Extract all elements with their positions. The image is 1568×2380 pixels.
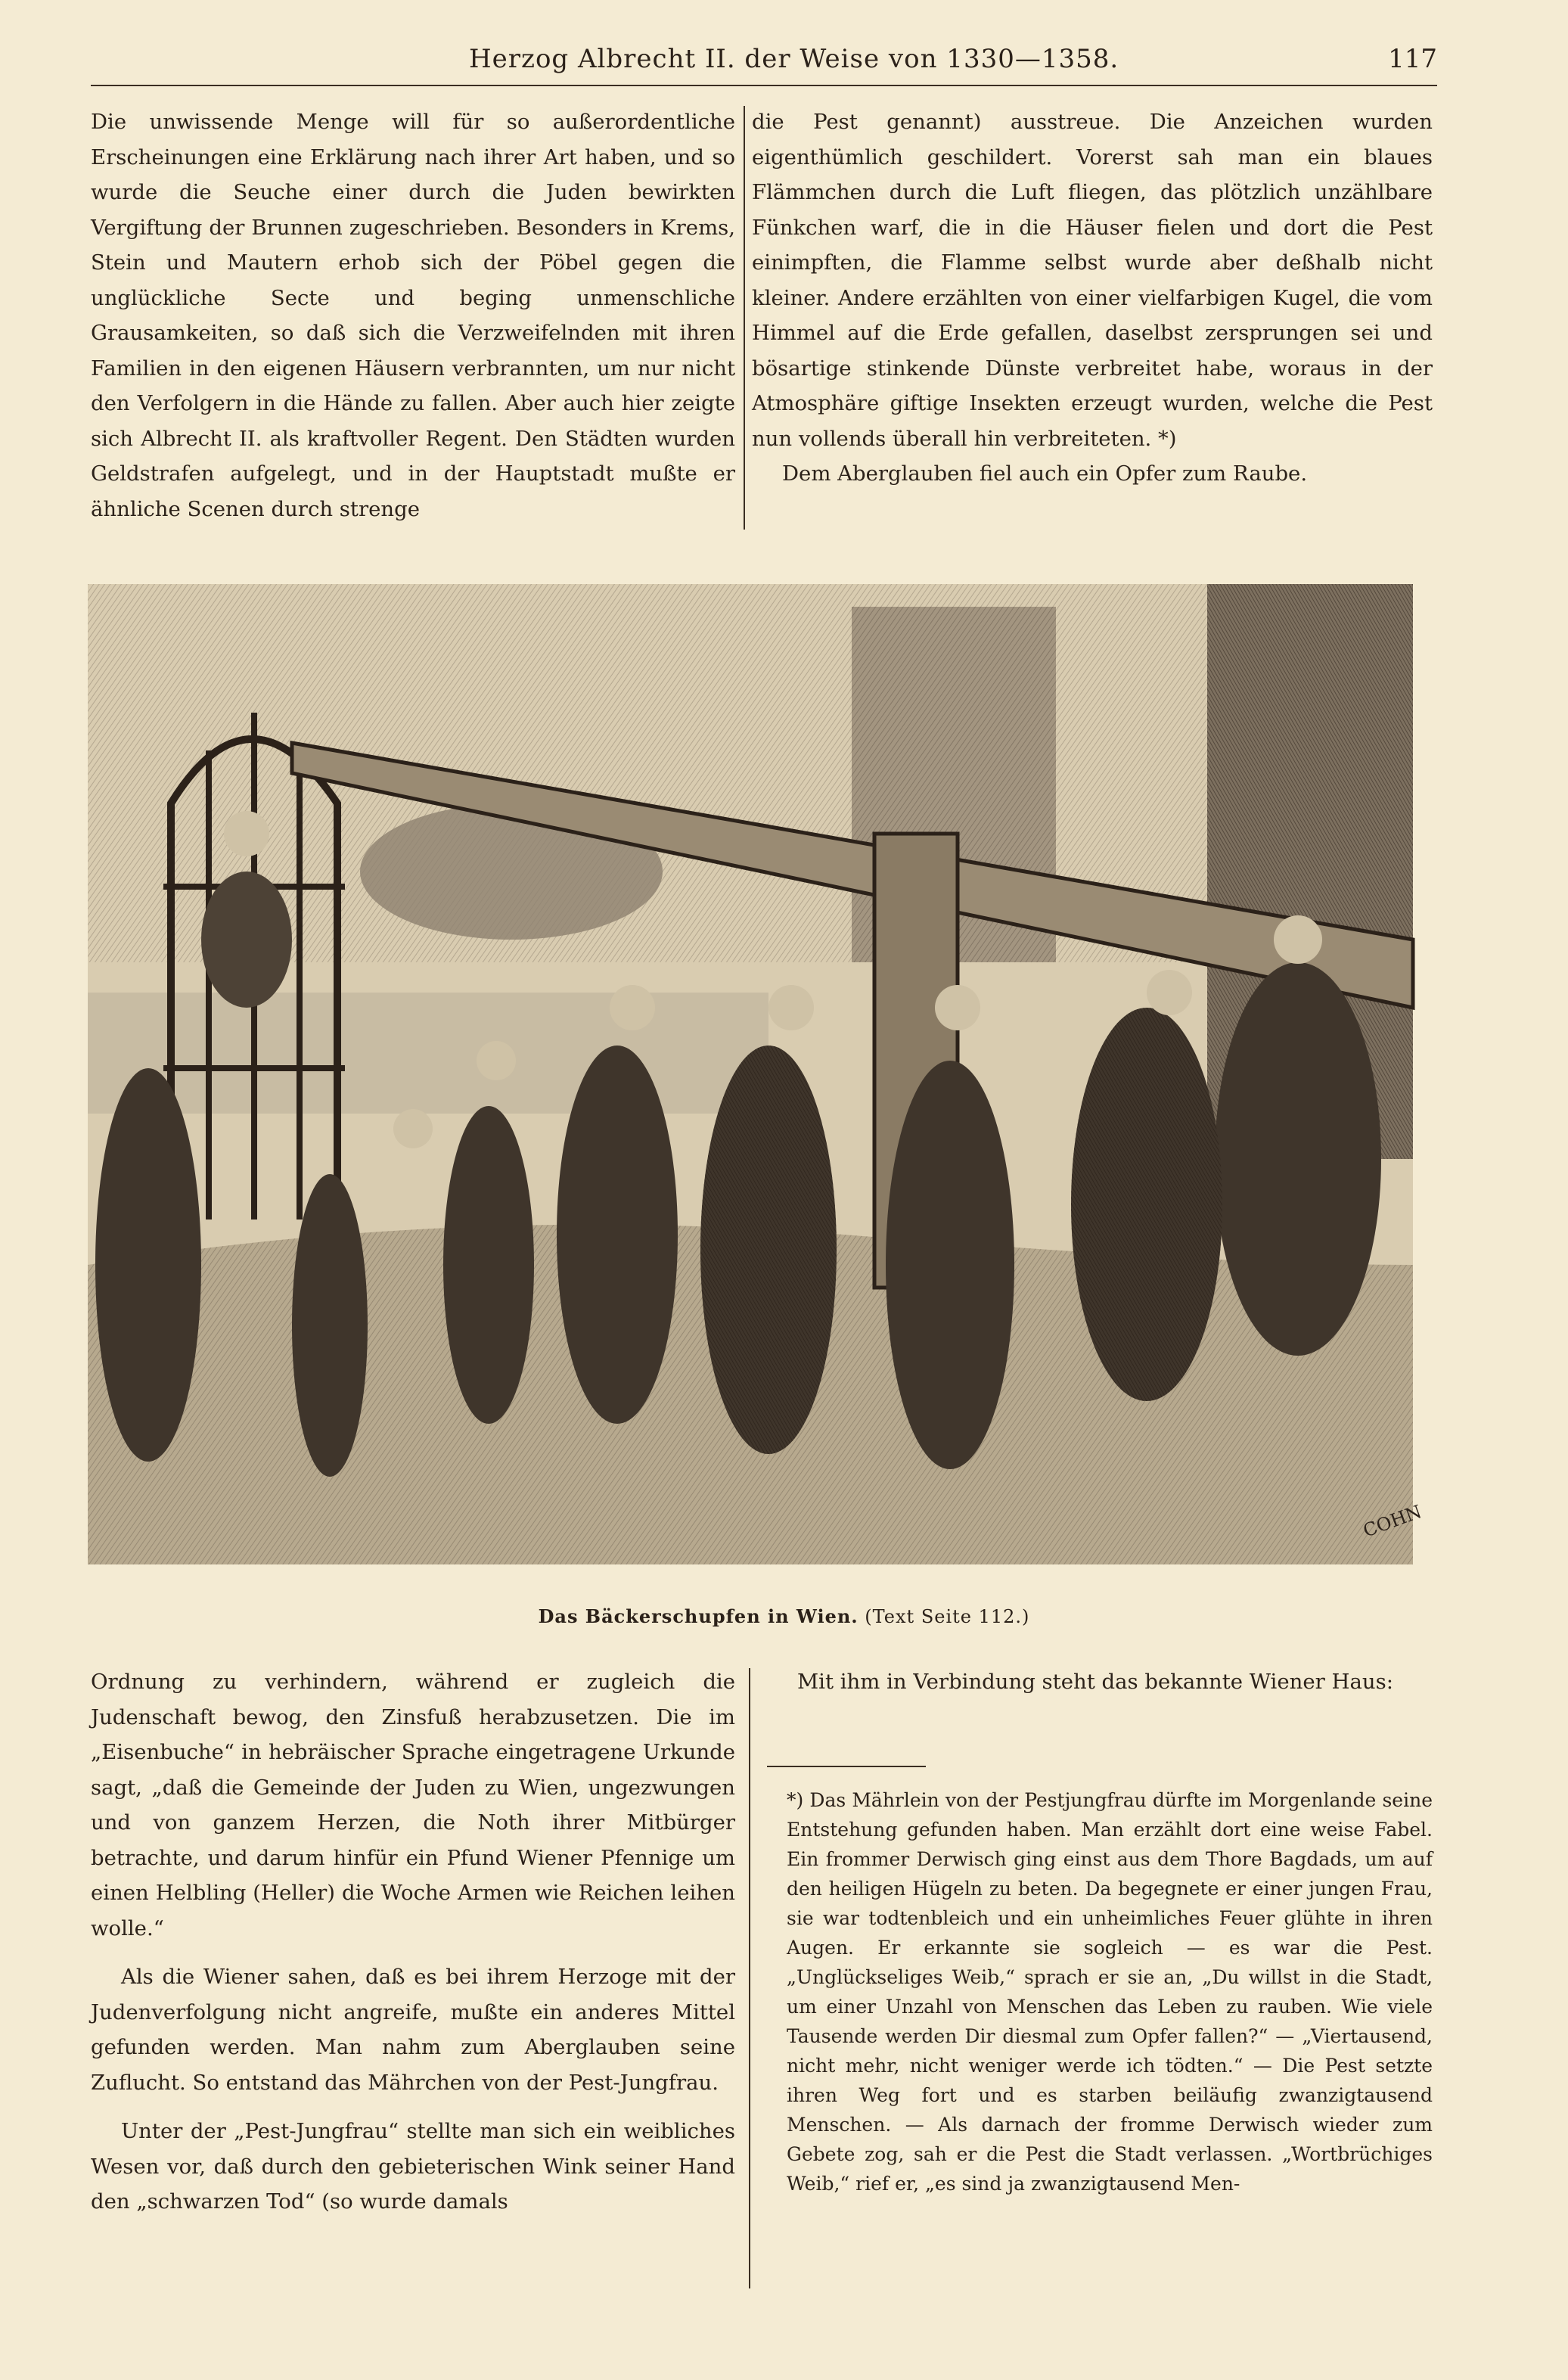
paragraph: Als die Wiener sahen, daß es bei ihrem Herzoge mit der Judenverfolgung nicht angreife, mußte ein anderes Mittel gefunden werden. Man nahm zum Aberglauben seine Zuflucht. So entstand das Mährchen von der Pest-Jungfrau.: [91, 1965, 735, 2095]
paragraph: Unter der „Pest-Jungfrau“ stellte man sich ein weibliches Wesen vor, daß durch den gebieterischen Wink seiner Hand den „schwarzen Tod“ (so wurde damals: [91, 2119, 735, 2214]
pond: [88, 993, 768, 1114]
illustration-caption: [0, 1605, 1568, 1627]
header-title: Herzog Albrecht II. der Weise von 1330—1358.: [469, 44, 1119, 74]
paragraph: die Pest genannt) ausstreue. Die Anzeichen wurden eigenthümlich geschildert. Vorerst sah man ein blaues Flämmchen durch die Luft fliegen, das plötzlich unzählbare Fünkchen warf, die in die Häuser fielen und dort die Pest einimpften, die Flamme selbst wurde aber deßhalb nicht kleiner. Andere erzählten von einer vielfarbigen Kugel, die vom Himmel auf die Erde gefallen, daselbst zersprungen sei und bösartige stinkende Dünste verbreitet habe, woraus in der Atmosphäre giftige Insekten erzeugt wurden, welche die Pest nun vollends überall hin verbreiteten. *): [752, 110, 1433, 451]
page-number: 117: [1388, 44, 1437, 74]
engraving-drawing: [88, 584, 1425, 1564]
paragraph: Mit ihm in Verbindung steht das bekannte Wiener Haus:: [797, 1670, 1393, 1694]
column-divider-top: [744, 106, 745, 530]
footnote-rule: [767, 1766, 926, 1767]
footnote-text: *) Das Mährlein von der Pestjungfrau dürfte im Morgenlande seine Entstehung gefunden haben. Man erzählt dort eine weise Fabel. Ein frommer Derwisch ging einst aus dem Thore Bagdads, um auf den heiligen Hügeln zu beten. Da begegnete er einer jungen Frau, sie war todtenbleich und ein unheimliches Feuer glühte in ihren Augen. Er erkannte sie sogleich — es war die Pest. „Unglückseliges Weib,“ sprach er sie an, „Du willst in die Stadt, um einer Unzahl von Menschen das Leben zu rauben. Wie viele Tausende werden Dir diesmal zum Opfer fallen?“ — „Viertausend, nicht mehr, nicht weniger werde ich tödten.“ — Die Pest setzte ihren Weg fort und es starben beiläufig zwanzigtausend Menschen. — Als darnach der fromme Derwisch wieder zum Gebete zog, sah er die Pest die Stadt verlassen. „Wortbrüchiges Weib,“ rief er, „es sind ja zwanzigtausend Men-: [787, 1789, 1433, 2195]
column-divider-bottom: [749, 1668, 750, 2288]
text-column-top-left: [91, 104, 735, 527]
text-column-bottom-left: [91, 1664, 735, 2220]
caption-title: Das Bäckerschupfen in Wien.: [538, 1605, 859, 1627]
paragraph: Ordnung zu verhindern, während er zugleich die Judenschaft bewog, den Zinsfuß herabzusetzen. Die im „Eisenbuche“ in hebräischer Sprache eingetragene Urkunde sagt, „daß die Gemeinde der Juden zu Wien, ungezwungen und von ganzem Herzen, die Noth ihrer Mitbürger betrachte, und darum hinfür ein Pfund Wiener Pfennige um einen Helbling (Heller) die Woche Armen wie Reichen leihen wolle.“: [91, 1670, 735, 1940]
footnote: [787, 1785, 1433, 2198]
caption-reference: (Text Seite 112.): [865, 1606, 1030, 1627]
artist-signature: COHN: [1360, 1500, 1425, 1542]
text-column-bottom-right: [767, 1664, 1433, 1700]
running-header: [91, 39, 1437, 86]
text-column-top-right: [752, 104, 1433, 492]
engraving-illustration: [88, 584, 1425, 1564]
paragraph: Dem Aberglauben fiel auch ein Opfer zum Raube.: [782, 461, 1308, 486]
paragraph: Die unwissende Menge will für so außerordentliche Erscheinungen eine Erklärung nach ihrer Art haben, und so wurde die Seuche einer durch die Juden bewirkten Vergiftung der Brunnen zugeschrieben. Besonders in Krems, Stein und Mautern erhob sich der Pöbel gegen die unglückliche Secte und beging unmenschliche Grausamkeiten, so daß sich die Verzweifelnden mit ihren Familien in den eigenen Häusern verbrannten, um nur nicht den Verfolgern in die Hände zu fallen. Aber auch hier zeigte sich Albrecht II. als kraftvoller Regent. Den Städten wurden Geldstrafen aufgelegt, und in der Hauptstadt mußte er ähnliche Scenen durch strenge: [91, 110, 735, 521]
